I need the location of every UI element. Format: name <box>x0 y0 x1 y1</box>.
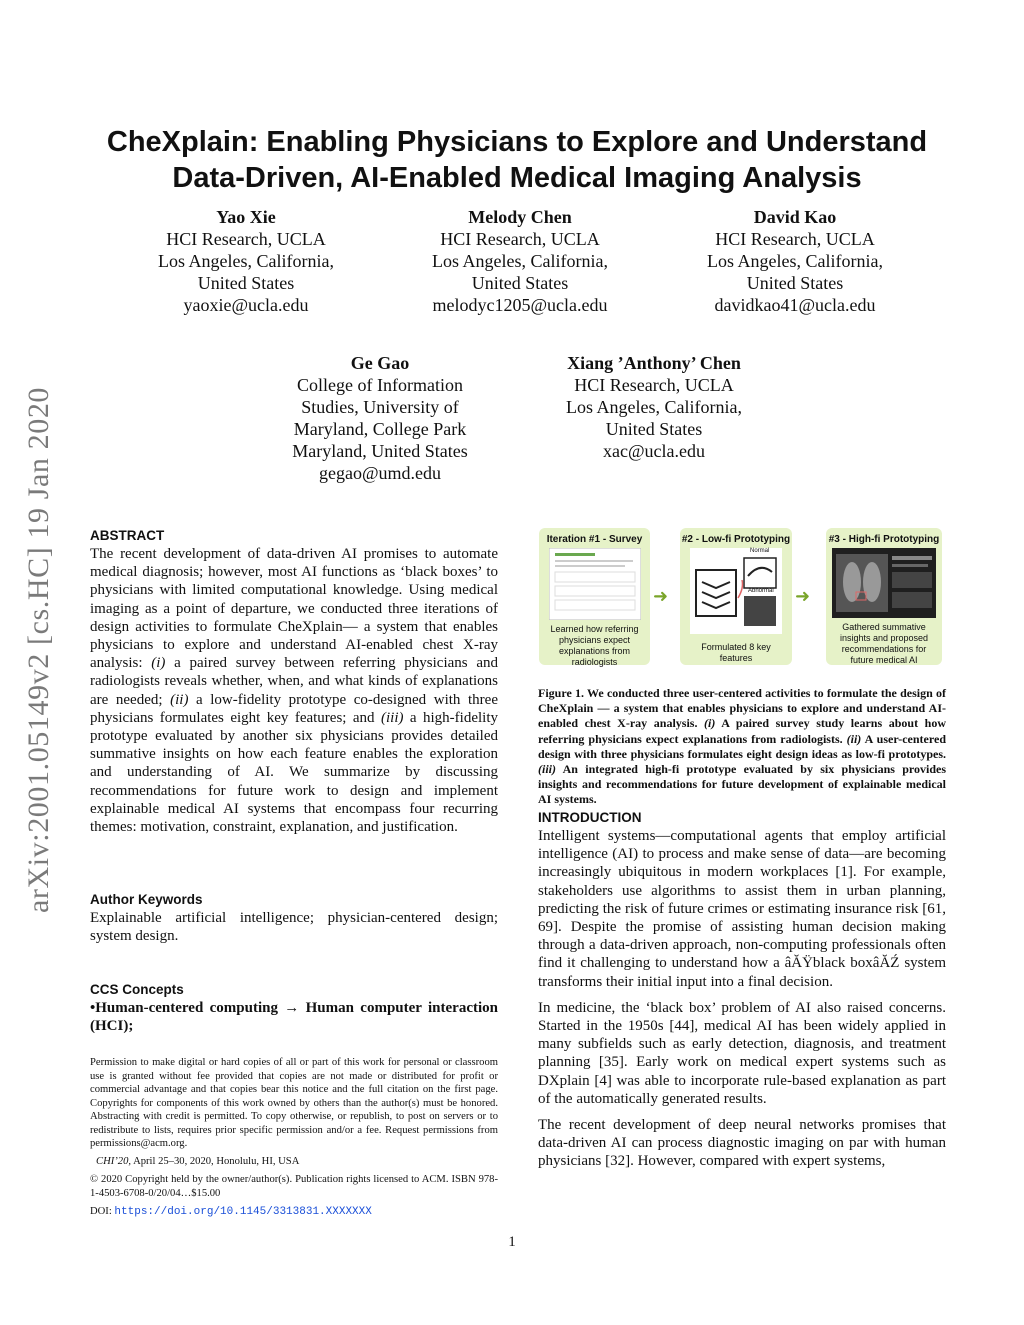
abstract-enum: (ii) <box>170 691 189 708</box>
keywords-text: Explainable artificial intelligence; physician-centered design; system design. <box>90 910 498 945</box>
author-location: Maryland, College Park <box>293 419 467 439</box>
arxiv-stamp-text: arXiv:2001.05149v2 [cs.HC] 19 Jan 2020 <box>22 386 56 914</box>
abstract-part: a high-fidelity prototype evaluated by another six physicians provides detailed summative insights on how each feature enables the exploration and understanding of AI. We summarize by discussing recommendations for future work to design and implement explainable medical AI systems that encompass four recurring themes: motivation, constraint, explanation, and justification. <box>90 709 498 836</box>
caption-enum: (ii) <box>846 731 862 746</box>
arxiv-stamp <box>14 355 64 945</box>
title-line-2: Data-Driven, AI-Enabled Medical Imaging Analysis <box>172 162 862 194</box>
figure-caption <box>538 686 946 808</box>
author-card <box>158 206 334 316</box>
ccs-section <box>90 982 498 1035</box>
author-card <box>292 352 467 484</box>
ccs-arrow: → <box>284 1000 300 1016</box>
figure-caption-text <box>538 686 946 808</box>
author-location: Los Angeles, California, <box>707 251 883 271</box>
stage-survey <box>539 528 650 665</box>
permission-text: Permission to make digital or hard copies of all or part of this work for personal or classroom use is granted without fee provided that copies are not made or distributed for profit or commercial advantage and that copies bear this notice and the full citation on the first page. Copyrights for components of this work owned by others than the author(s) must be honored. Abstracting with credit is permitted. To copy otherwise, or republish, to post on servers or to redistribute to lists, requires prior specific permission and/or a fee. Request permissions from permissions@acm.org. <box>90 1057 498 1149</box>
author-location: Los Angeles, California, <box>158 251 334 271</box>
abstract-part: a paired survey between referring physicians and radiologists reveals whether, when, and what kinds of explanations are needed; <box>90 655 498 708</box>
abstract-part: a low-fidelity prototype co-designed with three physicians formulates eight key features; and <box>90 691 498 726</box>
caption-part: A user-centered design with three physicians formulates eight design ideas as low-fi prototypes. <box>538 731 946 761</box>
caption-part: A paired survey study learns about how referring physicians expect explanations from radiologists. <box>538 716 947 746</box>
keywords-section <box>90 892 498 945</box>
permission-block <box>90 1056 498 1220</box>
doi-link[interactable]: https://doi.org/10.1145/3313831.XXXXXXX <box>114 1206 372 1218</box>
author-affiliation: HCI Research, UCLA <box>574 375 734 395</box>
abstract-section <box>90 528 498 836</box>
caption-part: An integrated high-fi prototype evaluated by six physicians provides insights and recommendations for future development of explainable medical AI systems. <box>538 762 946 807</box>
author-affiliation: HCI Research, UCLA <box>166 229 326 249</box>
page-number: 1 <box>508 1234 516 1250</box>
author-affiliation: HCI Research, UCLA <box>440 229 600 249</box>
author-email: yaoxie@ucla.edu <box>183 295 309 315</box>
ccs-text <box>90 999 498 1035</box>
arrow-right-icon: ➜ <box>795 586 811 607</box>
stage-lowfi <box>680 528 792 665</box>
author-country: Maryland, United States <box>292 441 468 461</box>
abstract-heading: ABSTRACT <box>90 528 165 543</box>
abstract-text <box>90 545 498 836</box>
stage-caption: Learned how referring physicians expect explanations from radiologists <box>550 624 639 667</box>
author-card <box>707 206 883 316</box>
copyright-text: © 2020 Copyright held by the owner/author(s). Publication rights licensed to ACM. ISBN 978-1-4503-6708-0/20/04…$15.00 <box>90 1174 498 1199</box>
author-email: xac@ucla.edu <box>602 441 706 461</box>
author-country: United States <box>605 419 703 439</box>
author-affiliation: College of Information <box>297 375 463 395</box>
ccs-concept: Human computer interaction (HCI); <box>90 1000 498 1035</box>
stage-highfi <box>826 528 942 665</box>
caption-part: Figure 1. We conducted three user-centered activities to formulate the design of CheXplain — a system that enables physicians to explore and understand AI-enabled chest X-ray analysis. <box>538 686 946 731</box>
abstract-enum: (i) <box>151 655 166 672</box>
author-affiliation: HCI Research, UCLA <box>715 229 875 249</box>
intro-paragraph: Intelligent systems—computational agents that employ artificial intelligence (AI) to process and make sense of data—are becoming increasingly ubiquitous in modern workplaces [1]. For example, stakeholders use algorithms to assist them in urban planning, predicting the risk of future crimes or estimating insurance risk [61, 69]. Despite the promise of assisting human decision making through a data-driven approach, non-computing professionals often find it challenging to understand how a âĂŸblack boxâĂŹ system transforms their initial input into a final decision. <box>538 828 946 990</box>
author-email: davidkao41@ucla.edu <box>714 295 876 315</box>
stage-caption: Gathered summative insights and proposed recommendations for future medical AI <box>839 622 929 665</box>
intro-paragraph: The recent development of deep neural networks promises that data-driven AI can process diagnostic imaging on par with human physicians [32]. However, compared with expert systems, <box>538 1117 946 1170</box>
doi-line <box>90 1205 498 1220</box>
stage-title: #3 - High-fi Prototyping <box>828 534 940 545</box>
author-email: melodyc1205@ucla.edu <box>432 295 608 315</box>
sketch-label: Abnormal <box>748 588 774 594</box>
introduction-heading: INTRODUCTION <box>538 810 642 825</box>
caption-enum: (i) <box>704 716 716 731</box>
author-email: gegao@umd.edu <box>318 463 442 483</box>
conference-venue: CHI’20, <box>96 1155 132 1167</box>
abstract-enum: (iii) <box>380 709 404 726</box>
title-line-1: CheXplain: Enabling Physicians to Explore and Understand <box>106 126 928 158</box>
author-affiliation-cont: Studies, University of <box>301 397 459 417</box>
author-location: Los Angeles, California, <box>432 251 608 271</box>
author-country: United States <box>746 273 844 293</box>
author-name: Xiang ’Anthony’ Chen <box>567 353 741 373</box>
author-name: Yao Xie <box>216 207 276 227</box>
author-card <box>432 206 608 316</box>
author-name: Melody Chen <box>468 207 572 227</box>
conference-line <box>96 1155 498 1169</box>
keywords-heading: Author Keywords <box>90 892 203 907</box>
author-card <box>566 352 742 462</box>
author-country: United States <box>197 273 295 293</box>
arrow-right-icon: ➜ <box>653 586 669 607</box>
doi-label: DOI: <box>90 1206 115 1217</box>
introduction-section <box>538 810 946 1171</box>
ccs-heading: CCS Concepts <box>90 982 184 997</box>
author-name: Ge Gao <box>350 353 410 373</box>
stage-title: Iteration #1 - Survey <box>546 534 643 545</box>
author-country: United States <box>471 273 569 293</box>
author-location: Los Angeles, California, <box>566 397 742 417</box>
highfi-screen-icon <box>832 548 936 618</box>
intro-paragraph: In medicine, the ‘black box’ problem of AI also raised concerns. Started in the 1950s [44], medical AI has been widely applied in many subfields such as early detection, diagnosis, and treatment planning [35]. Early work on medical expert systems such as DXplain [4] was able to incorporate rule-based explanation as part of the automatically generated results. <box>538 999 946 1107</box>
sketch-label: Normal <box>750 548 770 554</box>
ccs-concept: •Human-centered computing <box>90 1000 278 1016</box>
author-name: David Kao <box>753 207 837 227</box>
stage-caption: Formulated 8 key features <box>701 642 771 663</box>
stage-title: #2 - Low-fi Prototyping <box>681 534 791 545</box>
abstract-part: The recent development of data-driven AI promises to automate medical diagnosis; however, most AI functions as ‘black boxes’ to physicians with limited computational knowledge. Using medical imaging as a point of departure, we conducted three iterations of design activities to formulate CheXplain— a system that enables physicians to explore and understand AI-enabled chest X-ray analysis: <box>90 546 498 672</box>
conference-details: April 25–30, 2020, Honolulu, HI, USA <box>131 1155 300 1167</box>
caption-enum: (iii) <box>538 762 556 777</box>
survey-thumbnail-icon <box>549 548 641 620</box>
paper-title <box>70 124 964 196</box>
